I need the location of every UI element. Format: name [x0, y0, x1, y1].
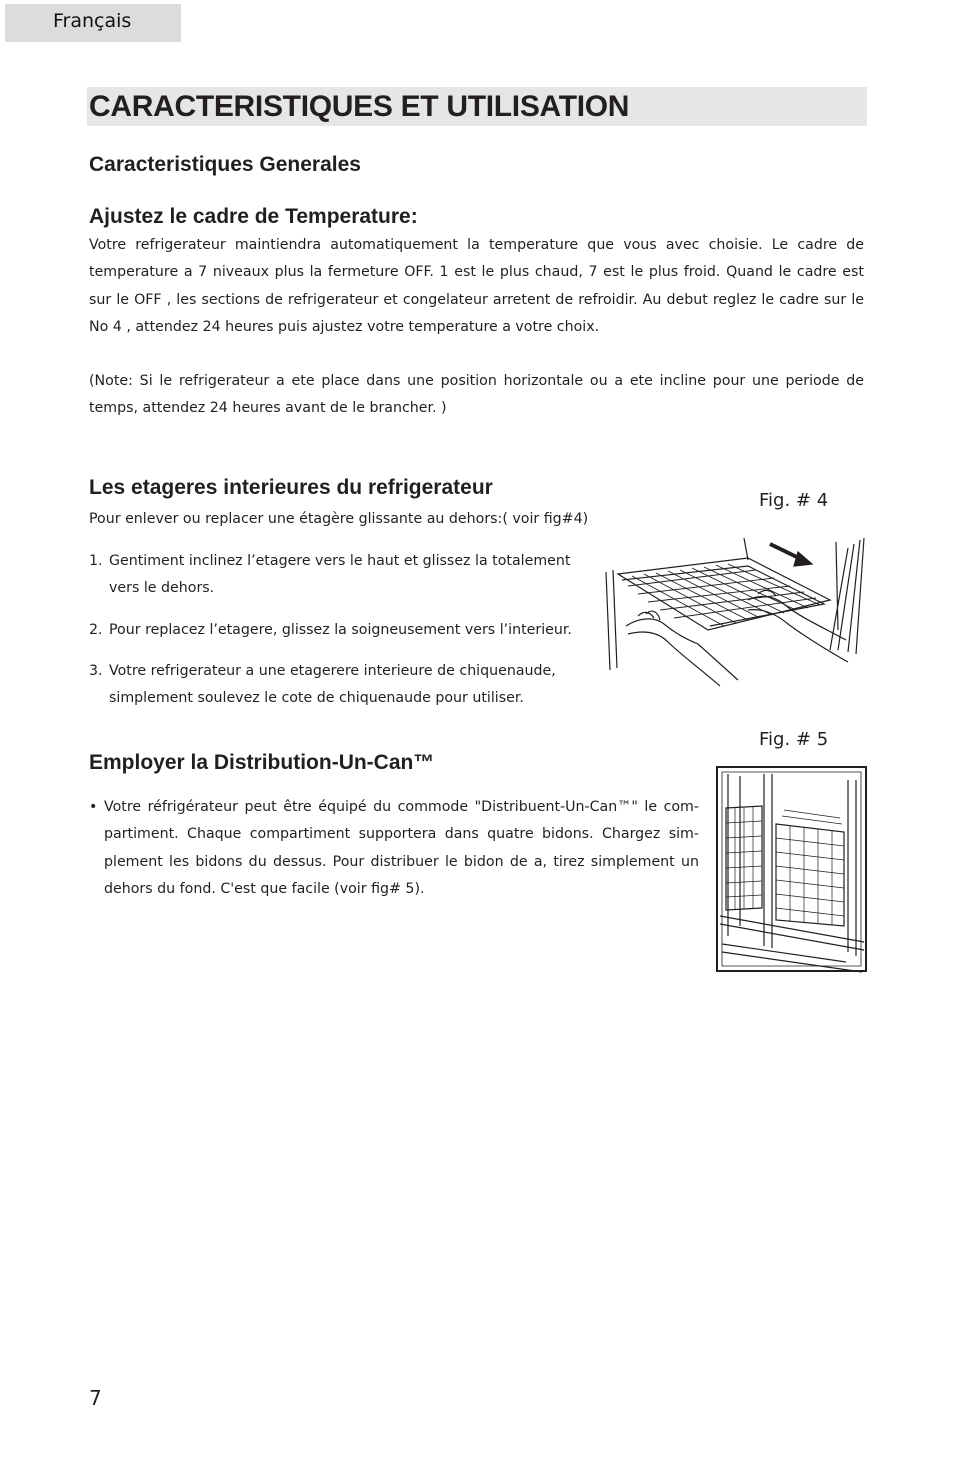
section-heading-general: Caracteristiques Generales — [89, 153, 361, 176]
step-number: 1. — [89, 553, 103, 569]
shelves-intro: Pour enlever ou replacer une étagère glissante au dehors:( voir fig#4) — [89, 511, 589, 527]
shelf-steps-list — [89, 548, 589, 712]
step-text: Pour replacez l’etagere, glissez la soigneusement vers l’interieur. — [109, 621, 572, 638]
bullet-dot: • — [89, 799, 98, 815]
temperature-note: (Note: Si le refrigerateur a ete place dans une position horizontale ou a ete incline pour une periode de temps, attendez 24 heures avant de le brancher. ) — [89, 373, 864, 417]
shelf-illustration — [598, 530, 868, 690]
page-number: 7 — [89, 1386, 102, 1410]
list-item — [89, 617, 589, 644]
section-heading-shelves: Les etageres interieures du refrigerateur — [89, 476, 493, 499]
figure-5-label: Fig. # 5 — [759, 729, 829, 750]
step-number: 2. — [89, 621, 103, 638]
can-dispenser-illustration — [716, 766, 868, 973]
can-bullet-item — [89, 794, 699, 903]
section-heading-temperature: Ajustez le cadre de Temperature: — [89, 205, 418, 228]
language-tab: Français — [5, 4, 181, 42]
section-heading-can: Employer la Distribution-Un-Can™ — [89, 751, 435, 774]
step-text: Gentiment inclinez l’etagere vers le haut et glissez la totalement vers le dehors. — [109, 553, 571, 597]
page-title: CARACTERISTIQUES ET UTILISATION — [89, 90, 630, 123]
can-bullet-text: Votre réfrigérateur peut être équipé du commode "Distribuent-Un-Can™" le com-partiment. Chaque compartiment supportera dans quatre bidons. Chargez sim-plement les bidons du dessus. Pour distribuer le bidon de a, tirez simplement un dehors du fond. C'est que facile (voir fig# 5). — [104, 799, 699, 897]
figure-4-label: Fig. # 4 — [759, 490, 829, 511]
temperature-paragraph: Votre refrigerateur maintiendra automatiquement la temperature que vous avec choisie. Le cadre de temperature a 7 niveaux plus la fermeture OFF. 1 est le plus chaud, 7 est le plus froid. Quand le cadre est sur le OFF , les sections de refrigerateur et congelateur arretent de refroidir. Au debut reglez le cadre sur le No 4 , attendez 24 heures puis ajustez votre temperature a votre choix. — [89, 237, 864, 335]
step-number: 3. — [89, 662, 103, 679]
list-item — [89, 658, 589, 713]
list-item — [89, 548, 589, 603]
step-text: Votre refrigerateur a une etagerere interieure de chiquenaude, simplement soulevez le cote de chiquenaude pour utiliser. — [109, 662, 556, 707]
